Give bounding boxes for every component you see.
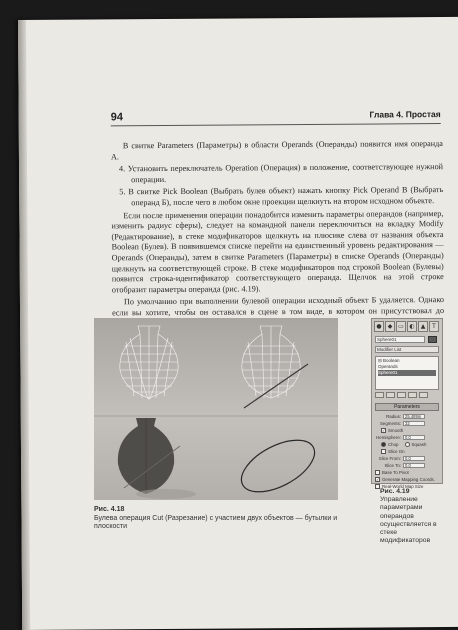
slice-on-row[interactable] xyxy=(375,448,439,455)
bottle-shadow xyxy=(136,489,196,499)
base-to-pivot-checkbox[interactable] xyxy=(375,470,380,475)
figure-4-18-label: Рис. 4.18 xyxy=(94,506,125,513)
slice-to-label: Slice To: xyxy=(384,463,401,468)
chop-radio[interactable] xyxy=(381,442,386,447)
slice-from-label: Slice From: xyxy=(378,456,401,461)
panel-tabs xyxy=(374,321,440,333)
squash-radio[interactable] xyxy=(405,442,410,447)
chop-squash-row xyxy=(375,441,439,448)
segments-field[interactable]: 32 xyxy=(403,421,425,427)
stack-item-operand[interactable]: Sphere01 xyxy=(378,370,436,376)
gen-mapping-checkbox[interactable]: ✓ xyxy=(376,477,380,482)
display-tab-icon[interactable]: ▲ xyxy=(418,321,428,332)
hemisphere-label: Hemisphere: xyxy=(376,435,401,440)
figure-4-18-viewport xyxy=(94,318,338,500)
figure-4-18-caption xyxy=(94,506,344,532)
figure-4-19-label: Рис. 4.19 xyxy=(380,488,410,495)
modifier-stack xyxy=(375,356,439,390)
chop-label: Chop xyxy=(388,442,399,447)
parameters-rollout xyxy=(375,413,439,490)
figure-4-19-text: Управление параметрами операндов осуществляется в стеке модификаторов xyxy=(380,496,437,545)
create-tab-icon[interactable]: ● xyxy=(374,321,384,332)
param-hemisphere xyxy=(375,434,439,441)
param-slice-to xyxy=(375,462,439,469)
chapter-title: Глава 4. Простая xyxy=(369,109,441,120)
real-world-label: Real-World Map Size xyxy=(382,484,424,489)
radius-label: Radius: xyxy=(386,414,401,419)
param-segments xyxy=(375,420,439,427)
page-edge xyxy=(18,20,30,630)
figure-4-18-text: Булева операция Cut (Разрезание) с участием двух объектов — бутылки и плоскости xyxy=(94,514,338,531)
object-color-swatch[interactable] xyxy=(428,336,437,343)
pin-stack-icon[interactable] xyxy=(375,392,384,398)
gen-mapping-row[interactable] xyxy=(375,476,439,483)
slice-from-field[interactable]: 0,0 xyxy=(403,456,425,462)
motion-tab-icon[interactable]: ◐ xyxy=(407,321,417,332)
stack-item-operands[interactable]: Operands xyxy=(378,364,398,369)
slice-on-label: Slice On xyxy=(388,449,405,454)
radius-field[interactable]: 25,489m xyxy=(403,414,425,420)
smooth-label: Smooth xyxy=(388,428,404,433)
slice-to-field[interactable]: 0,0 xyxy=(403,463,425,469)
param-slice-from xyxy=(375,455,439,462)
list-item-4: 4. Установить переключатель Operation (Операция) в положение, соответствующее нужной операции. xyxy=(119,162,444,184)
base-to-pivot-row[interactable] xyxy=(375,469,439,476)
show-end-result-icon[interactable] xyxy=(386,392,395,398)
squash-label: Squash xyxy=(411,442,427,447)
stack-toolbar xyxy=(375,392,439,399)
paragraph-1: В свитке Parameters (Параметры) в области Operands (Операнды) появится имя операнда А. xyxy=(110,139,443,161)
paragraph-2: Если после применения операции понадобится изменить параметры операндов (например, изменить радиус сферы), следует на командной панели переключиться на вкладку Modify (Редактирование), в стеке модификаторов щелкнуть на плюсике слева от названия объекта Boolean (Булев). В появившемся списке перейти на единственный уровень редактирования — Operands (Операнды), затем в свитке Parameters (Параметры) в списке Operands (Операнды) щелкнуть на соответствующей строке. В стеке модификаторов под строкой Boolean (Булевы) появится строка-идентификатор соответствующего операнда. Щелчок на этой строке отобразит параметры операнда (рис. 4.19). xyxy=(111,208,444,295)
object-name-field[interactable]: Sphere01 xyxy=(375,336,425,343)
gen-mapping-label: Generate Mapping Coords. xyxy=(382,477,435,482)
stack-item-boolean[interactable]: ⊟ Boolean xyxy=(378,358,400,363)
modifier-list-dropdown[interactable]: Modifier List xyxy=(375,346,439,353)
paragraph-3: По умолчанию при выполнении булевой операции исходный объект Б удаляется. Однако если вы хотите, чтобы он оставался в сцене в том виде, в котором он присутствовал до xyxy=(112,295,445,318)
smooth-checkbox[interactable]: ✓ xyxy=(382,428,386,433)
configure-sets-icon[interactable] xyxy=(419,392,428,398)
modify-tab-icon[interactable]: ◆ xyxy=(385,321,395,332)
figure-4-19-caption xyxy=(380,488,440,545)
remove-modifier-icon[interactable] xyxy=(408,392,417,398)
list-item-5: 5. В свитке Pick Boolean (Выбрать булев объект) нажать кнопку Pick Operand B (Выбрать операнд Б), после чего в любом окне проекции щелкнуть на втором исходном объекте. xyxy=(119,185,444,208)
header-rule xyxy=(111,123,441,126)
param-radius xyxy=(375,413,439,420)
hierarchy-tab-icon[interactable]: ▭ xyxy=(396,321,406,332)
viewport-render xyxy=(94,318,338,500)
smooth-row[interactable] xyxy=(375,427,439,434)
slice-on-checkbox[interactable] xyxy=(381,449,386,454)
utilities-tab-icon[interactable]: T xyxy=(429,321,439,332)
parameters-rollout-header[interactable]: Parameters xyxy=(375,403,439,411)
command-panel xyxy=(371,318,443,489)
make-unique-icon[interactable] xyxy=(397,392,406,398)
body-text xyxy=(111,139,444,331)
base-to-pivot-label: Base To Pivot xyxy=(382,470,409,475)
page-header xyxy=(111,109,441,127)
hemisphere-field[interactable]: 0,0 xyxy=(403,435,425,441)
page-number: 94 xyxy=(110,111,123,124)
segments-label: Segments: xyxy=(380,421,401,426)
